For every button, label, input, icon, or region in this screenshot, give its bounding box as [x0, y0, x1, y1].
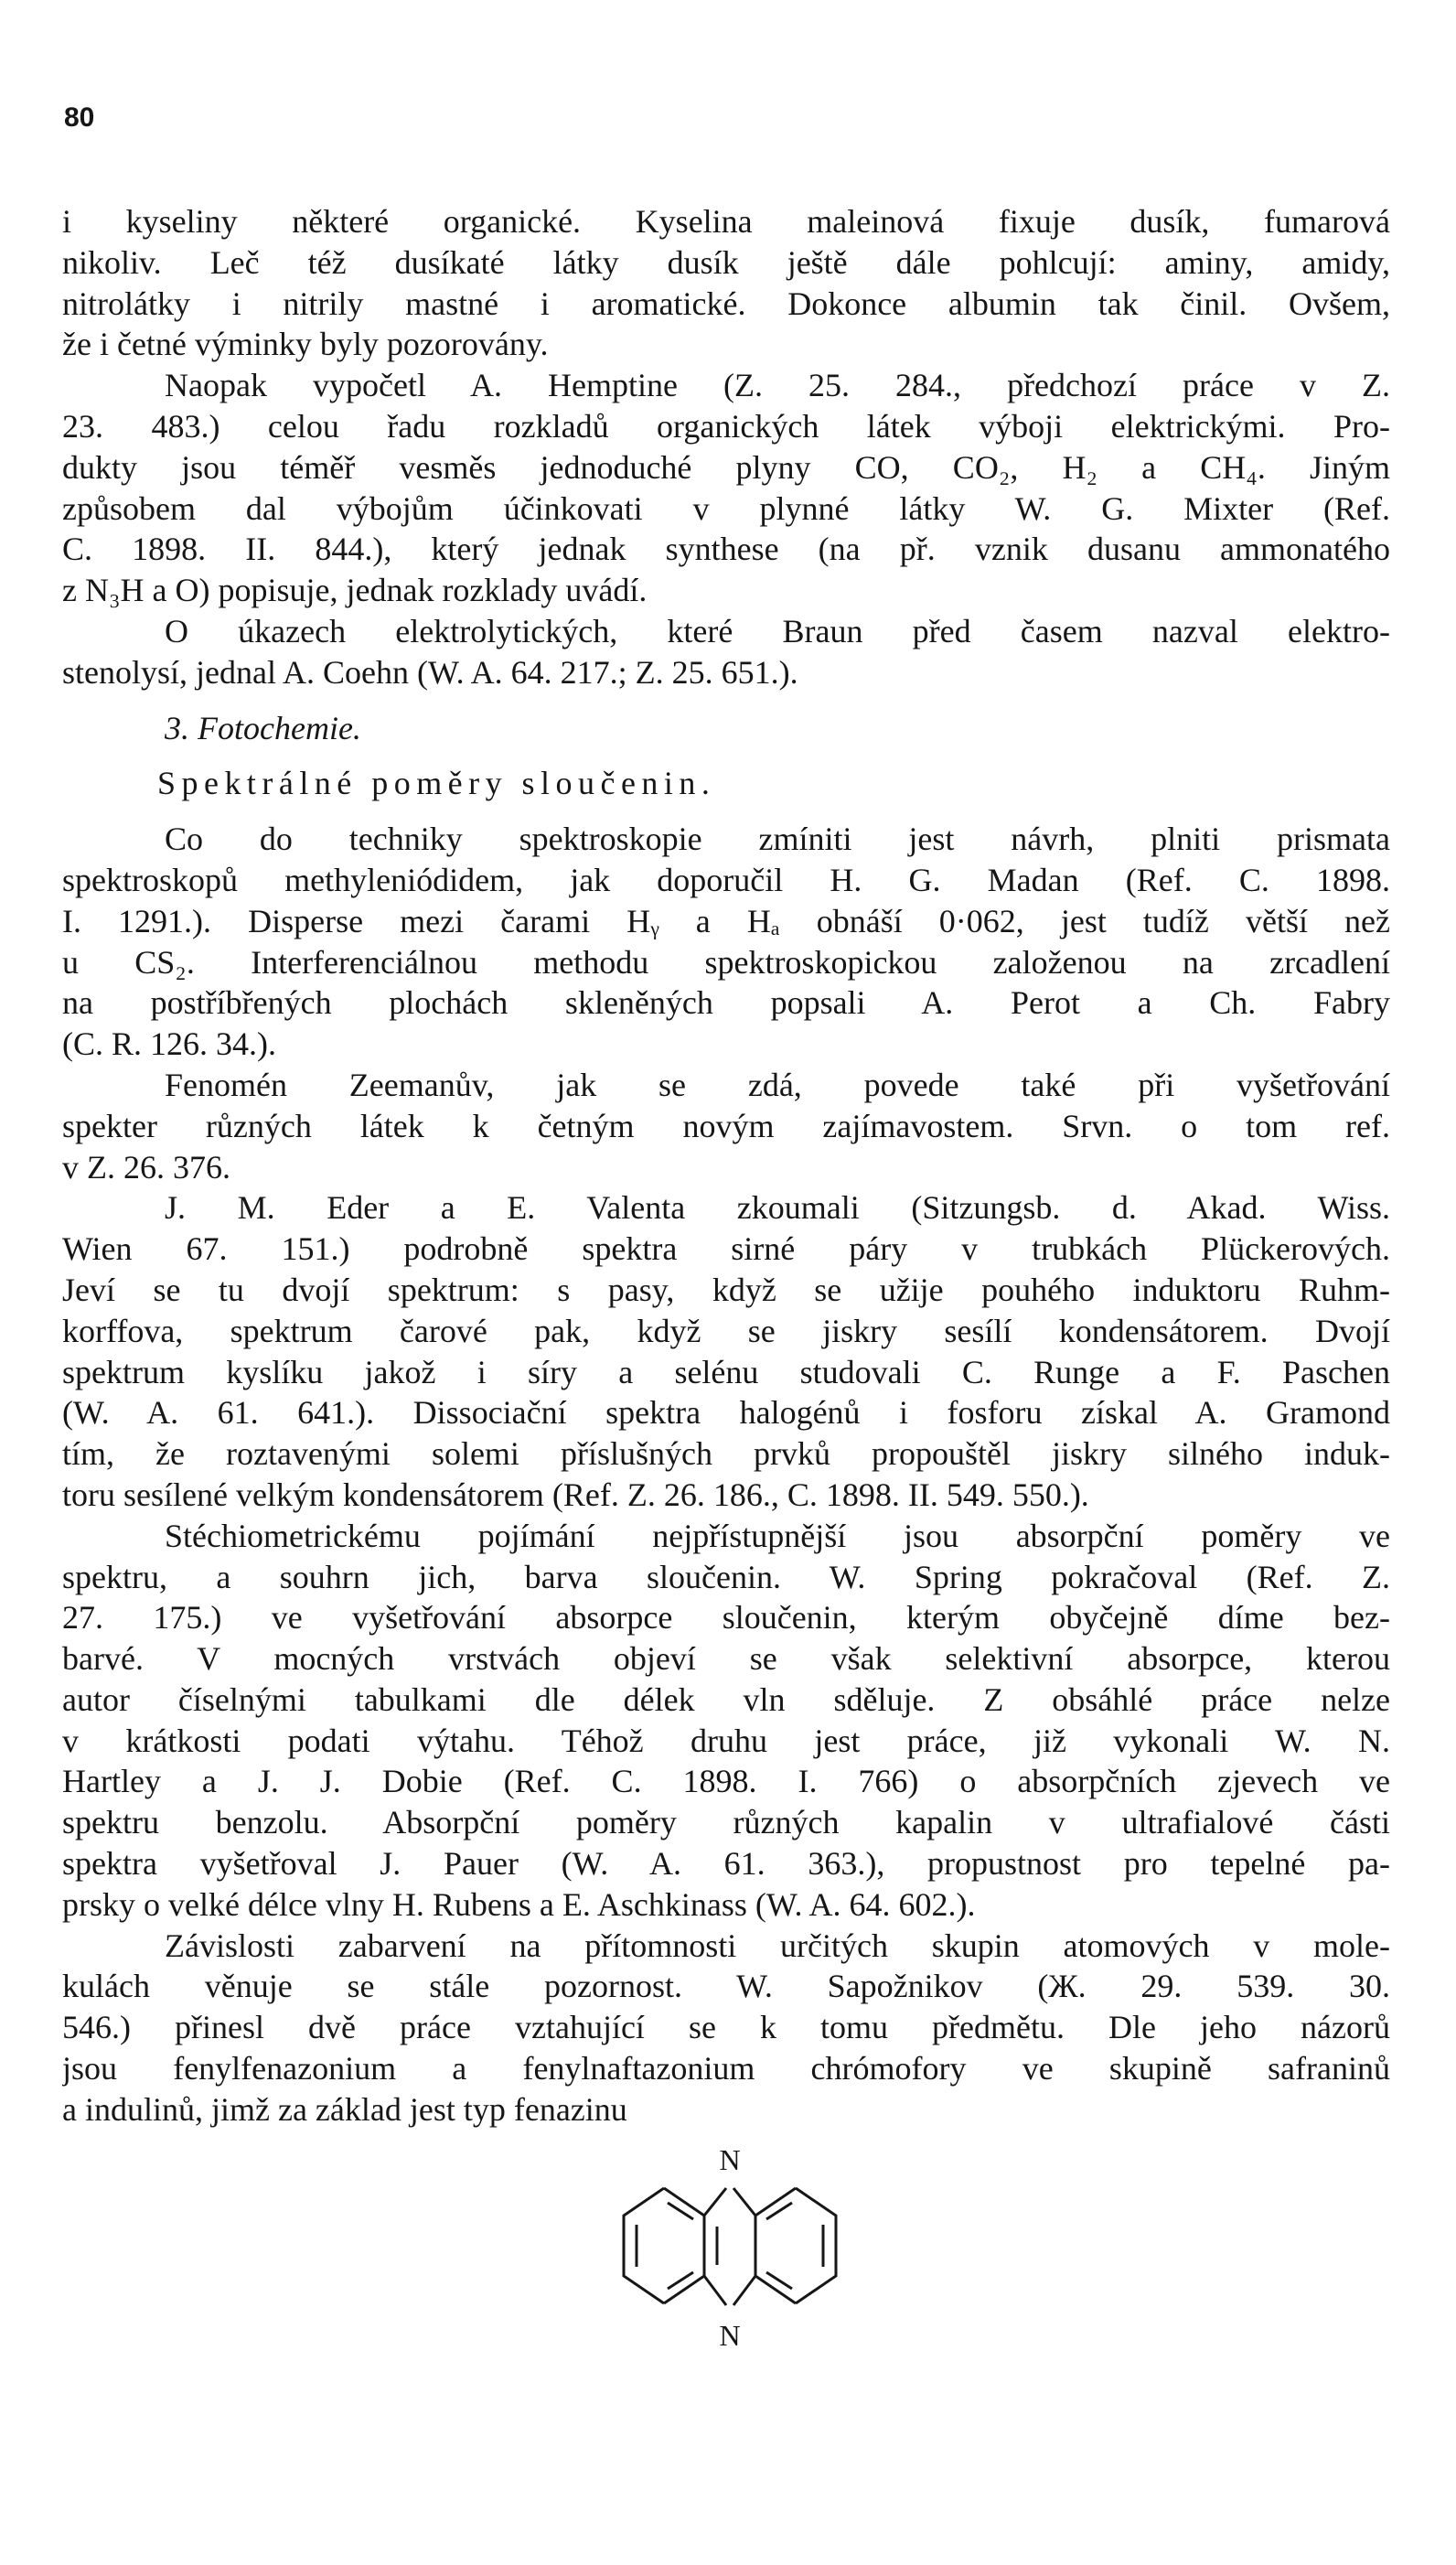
text-line: dukty jsou téměř vesměs jednoduché plyny CO, CO₂, H₂ a CH₄. Jiným [62, 448, 1390, 486]
text-line: a indulinů, jimž za základ jest typ fenazinu [62, 2090, 627, 2128]
text-line: I. 1291.). Disperse mezi čarami Hᵧ a Hₐ obnáší 0·062, jest tudíž větší než [62, 902, 1390, 939]
body-text [62, 201, 1390, 2130]
text-line: 546.) přinesl dvě práce vztahující se k tomu předmětu. Dle jeho názorů [62, 2009, 1390, 2046]
page-number: 80 [64, 102, 95, 133]
text-line: tím, že roztavenými solemi příslušných prvků propouštěl jiskry silného induk- [62, 1435, 1390, 1473]
paragraph-start: Fenomén Zeemanův, jak se zdá, povede také při vyšetřování [165, 1066, 1390, 1103]
text-line: způsobem dal výbojům účinkovati v plynné látky W. G. Mixter (Ref. [62, 489, 1390, 527]
text-line: 23. 483.) celou řadu rozkladů organických látek výboji elektrickými. Pro- [62, 407, 1390, 445]
nitrogen-top-label: N [719, 2143, 741, 2176]
text-line: spekter různých látek k četným novým zajímavostem. Srvn. o tom ref. [62, 1107, 1390, 1144]
text-line: v Z. 26. 376. [62, 1148, 230, 1186]
text-line: spektra vyšetřoval J. Pauer (W. A. 61. 363.), propustnost pro tepelné pa- [62, 1845, 1390, 1883]
text-line: u CS₂. Interferenciálnou methodu spektroskopickou založenou na zrcadlení [62, 943, 1390, 981]
phenazine-structure-diagram [580, 2139, 880, 2362]
text-line: spektroskopů methyleniódidem, jak doporučil H. G. Madan (Ref. C. 1898. [62, 861, 1390, 898]
text-line: spektrum kyslíku jakož i síry a selénu studovali C. Runge a F. Paschen [62, 1353, 1390, 1390]
left-ring [624, 2188, 664, 2303]
subsection-heading: Spektrálné poměry sloučenin. [157, 765, 716, 802]
text-line: 27. 175.) ve vyšetřování absorpce sloučenin, kterým obyčejně díme bez- [62, 1599, 1390, 1637]
text-line: korffova, spektrum čarové pak, když se jiskry sesílí kondensátorem. Dvojí [62, 1312, 1390, 1349]
text-line: autor číselnými tabulkami dle délek vln sděluje. Z obsáhlé práce nelze [62, 1680, 1390, 1718]
text-line: v krátkosti podati výtahu. Téhož druhu jest práce, již vykonali W. N. [62, 1722, 1390, 1759]
text-line: že i četné výminky byly pozorovány. [62, 326, 549, 363]
paragraph-start: J. M. Eder a E. Valenta zkoumali (Sitzungsb. d. Akad. Wiss. [165, 1189, 1390, 1227]
text-line: kulách věnuje se stále pozornost. W. Sapožnikov (Ж. 29. 539. 30. [62, 1968, 1390, 2005]
right-ring [796, 2188, 836, 2303]
text-line: i kyseliny některé organické. Kyselina maleinová fixuje dusík, fumarová [62, 203, 1390, 240]
text-line: Hartley a J. J. Dobie (Ref. C. 1898. I. 766) o absorpčních zjevech ve [62, 1763, 1390, 1800]
paragraph-start: Co do techniky spektroskopie zmíniti jest návrh, plniti prismata [165, 821, 1390, 858]
text-line: barvé. V mocných vrstvách objeví se však selektivní absorpce, kterou [62, 1640, 1390, 1678]
text-line: z N₃H a O) popisuje, jednak rozklady uvádí. [62, 572, 648, 609]
text-line: nikoliv. Leč též dusíkaté látky dusík ještě dále pohlcují: aminy, amidy, [62, 243, 1390, 281]
text-line: jsou fenylfenazonium a fenylnaftazonium chrómofory ve skupině safraninů [62, 2050, 1390, 2087]
text-line: (C. R. 126. 34.). [62, 1025, 276, 1063]
text-line: spektru benzolu. Absorpční poměry různých kapalin v ultrafialové části [62, 1804, 1390, 1841]
text-line: (W. A. 61. 641.). Dissociační spektra halogénů i fosforu získal A. Gramond [62, 1394, 1390, 1432]
phenazine-formula [580, 2139, 880, 2362]
text-line: C. 1898. II. 844.), který jednak synthese (na př. vznik dusanu ammonatého [62, 531, 1390, 568]
paragraph-start: O úkazech elektrolytických, které Braun před časem nazval elektro- [165, 612, 1390, 649]
paragraph-start: Naopak vypočetl A. Hemptine (Z. 25. 284., předchozí práce v Z. [165, 367, 1390, 404]
text-line: toru sesílené velkým kondensátorem (Ref. Z. 26. 186., C. 1898. II. 549. 550.). [62, 1476, 1089, 1513]
section-heading: 3. Fotochemie. [165, 709, 361, 746]
text-line: stenolysí, jednal A. Coehn (W. A. 64. 217.; Z. 25. 651.). [62, 653, 798, 691]
nitrogen-bottom-label: N [719, 2319, 741, 2352]
paragraph-start: Závislosti zabarvení na přítomnosti určitých skupin atomových v mole- [165, 1926, 1390, 1964]
paragraph-start: Stéchiometrickému pojímání nejpřístupnější jsou absorpční poměry ve [165, 1517, 1390, 1554]
text-line: na postříbřených plochách skleněných popsali A. Perot a Ch. Fabry [62, 984, 1390, 1022]
ring-bonds [624, 2188, 836, 2305]
text-line: prsky o velké délce vlny H. Rubens a E. Aschkinass (W. A. 64. 602.). [62, 1885, 976, 1923]
text-line: Jeví se tu dvojí spektrum: s pasy, když se užije pouhého induktoru Ruhm- [62, 1271, 1390, 1308]
text-line: spektru, a souhrn jich, barva sloučenin. W. Spring pokračoval (Ref. Z. [62, 1558, 1390, 1595]
text-line: nitrolátky i nitrily mastné i aromatické. Dokonce albumin tak činil. Ovšem, [62, 284, 1390, 322]
text-line: Wien 67. 151.) podrobně spektra sirné páry v trubkách Plückerových. [62, 1230, 1390, 1268]
